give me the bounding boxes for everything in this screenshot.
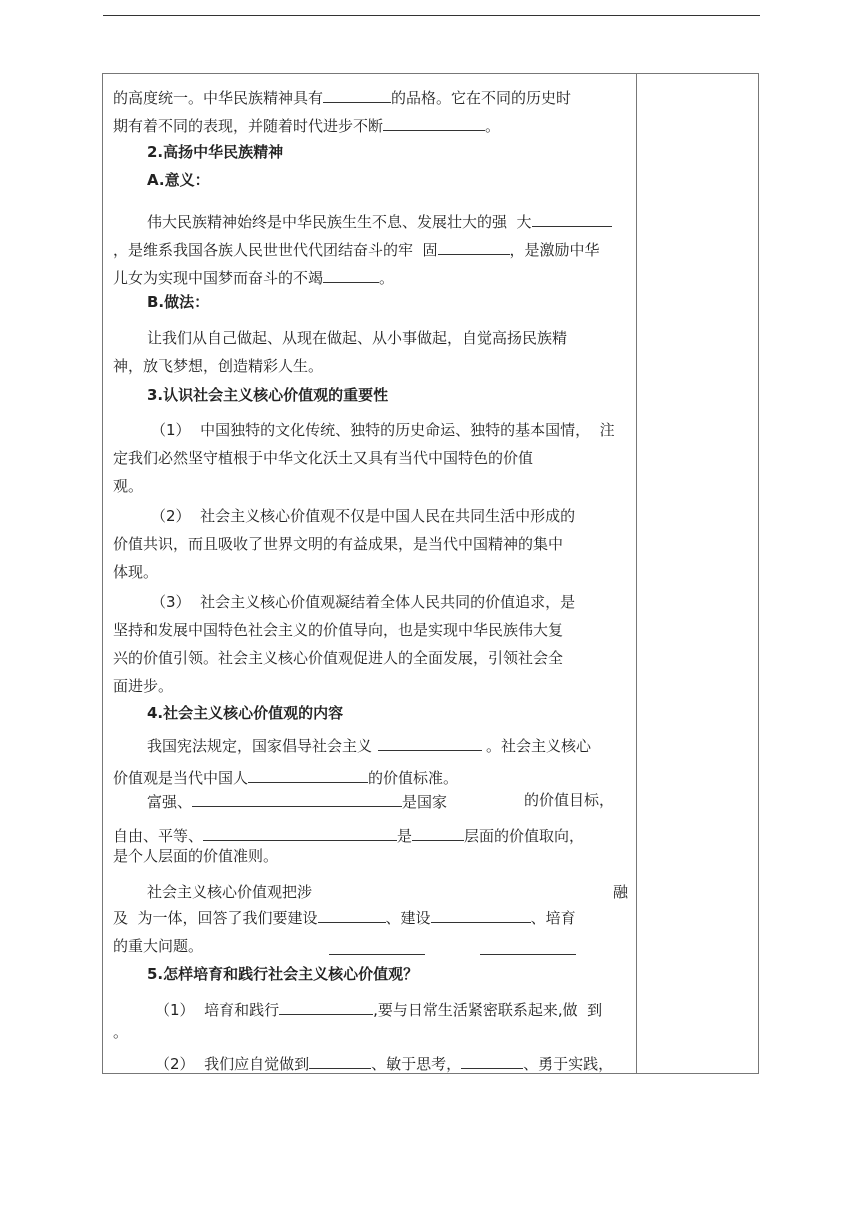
text-line: 的重大问题。 [113,937,204,955]
blank[interactable] [309,1052,371,1069]
section-heading: 2.高扬中华民族精神 [147,143,284,161]
blank[interactable] [279,998,373,1015]
blank[interactable] [412,824,464,841]
text-line: ，是维系我国各族人民世世代代团结奋斗的牢 固 ，是激励中华 [113,238,600,260]
text-line: 价值共识，而且吸收了世界文明的有益成果，是当代中国精神的集中 [113,535,564,553]
text-line: （2） 社会主义核心价值观不仅是中国人民在共同生活中形成的 [151,507,576,525]
blank[interactable] [532,210,612,227]
text-line: 伟大民族精神始终是中华民族生生不息、发展壮大的强 大 [147,210,612,232]
text-line: 让我们从自己做起、从现在做起、从小事做起，自觉高扬民族精 [147,329,568,347]
blank[interactable] [461,1052,523,1069]
section-heading: 3.认识社会主义核心价值观的重要性 [147,386,389,404]
text-line: 的价值目标， [524,791,615,809]
text-line: 面进步。 [113,677,174,695]
text-line: 社会主义核心价值观把涉 [147,883,313,901]
blank[interactable] [438,238,510,255]
text-line: （1） 培育和践行 ,要与日常生活紧密联系起来,做 到 [155,998,602,1020]
blank[interactable] [323,266,379,283]
text-line: 融 [613,883,629,901]
blank[interactable] [203,824,397,841]
text-line: （1） 中国独特的文化传统、独特的历史命运、独特的基本国情， 注 [151,421,615,439]
text-line: 的高度统一。中华民族精神具有 的品格。它在不同的历史时 [113,86,571,108]
text-line: 价值观是当代中国人 的价值标准。 [113,766,458,788]
text-line: （2） 我们应自觉做到 、敏于思考， 、勇于实践， [155,1052,613,1074]
sub-heading: B.做法： [147,293,210,311]
text-line: 儿女为实现中国梦而奋斗的不竭 。 [113,266,394,288]
blank[interactable] [192,790,402,807]
text-line: 富强、 是国家 [147,790,447,812]
blank[interactable] [323,86,391,103]
text-line: 。 [113,1023,129,1041]
text-line: 观。 [113,477,144,495]
section-heading: 4.社会主义核心价值观的内容 [147,704,344,722]
blank[interactable] [480,954,576,955]
blank[interactable] [378,734,482,751]
text-line: 是个人层面的价值准则。 [113,847,279,865]
blank[interactable] [431,906,531,923]
header-rule [103,15,760,16]
text-line: 定我们必然坚守植根于中华文化沃土又具有当代中国特色的价值 [113,449,534,467]
text-line: 我国宪法规定，国家倡导社会主义 。社会主义核心 [147,734,591,756]
blank[interactable] [329,954,425,955]
text-line: 坚持和发展中国特色社会主义的价值导向，也是实现中华民族伟大复 [113,621,564,639]
table-column-divider [636,73,637,1074]
blank[interactable] [248,766,368,783]
sub-heading: A.意义： [147,171,210,189]
text-line: 自由、平等、 是 层面的价值取向， [113,824,584,846]
text-line: 神，放飞梦想，创造精彩人生。 [113,357,324,375]
text-line: 兴的价值引领。社会主义核心价值观促进人的全面发展，引领社会全 [113,649,564,667]
blank[interactable] [383,114,485,131]
blank[interactable] [318,906,386,923]
section-heading: 5.怎样培育和践行社会主义核心价值观？ [147,965,419,983]
text-line: 期有着不同的表现，并随着时代进步不断 。 [113,114,500,136]
text-line: （3） 社会主义核心价值观凝结着全体人民共同的价值追求，是 [151,593,576,611]
text-line: 体现。 [113,563,159,581]
text-line: 及 为一体，回答了我们要建设 、建设 、培育 [113,906,576,928]
